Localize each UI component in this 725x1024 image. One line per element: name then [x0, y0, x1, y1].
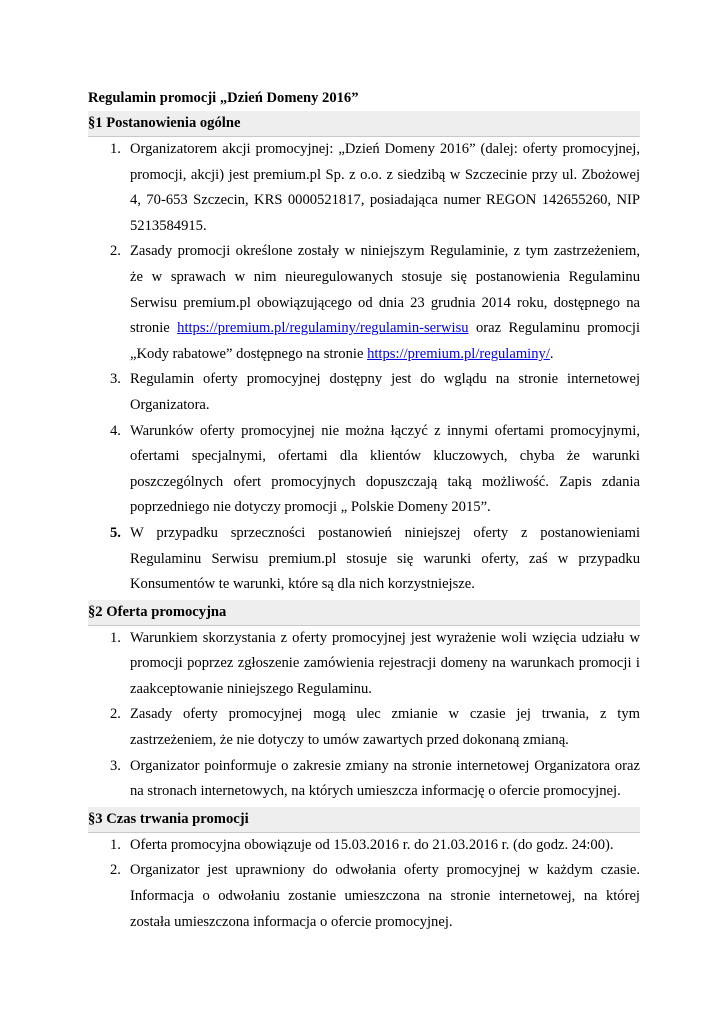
item-number: 1.	[110, 141, 121, 157]
item-text: Organizator poinformuje o zakresie zmiany na stronie internetowej Organizatora oraz na stronach internetowych, na których umieszcza informację o ofercie promocyjnej.	[130, 757, 640, 800]
item-number: 2.	[110, 706, 121, 723]
list-item	[88, 754, 640, 805]
document-title: Regulamin promocji „Dzień Domeny 2016”	[88, 90, 359, 106]
item-text: Zasady promocji określone zostały w niniejszym Regulaminie, z tym zastrzeżeniem, że w sprawach w nim nieuregulowanych stosuje się postanowienia Regulaminu Serwisu premium.pl obowiązującego od dnia 23 grudnia 2014 roku, dostępnego na stronie	[130, 243, 640, 337]
section-heading-3: §3 Czas trwania promocji	[88, 807, 640, 833]
item-text: .	[549, 345, 554, 362]
item-text: Organizator jest uprawniony do odwołania oferty promocyjnej w każdym czasie. Informacja o odwołaniu zostanie umieszczona na stronie internetowej, na której została umieszczona informacja o ofercie promocyjnej.	[130, 862, 640, 930]
item-text: W przypadku sprzeczności postanowień niniejszej oferty z postanowieniami Regulaminu Serwisu premium.pl stosuje się warunki oferty, zaś w przypadku Konsumentów te warunki, które są dla nich korzystniejsze.	[130, 524, 640, 593]
item-number: 5.	[110, 524, 121, 541]
item-text: oraz Regulaminu promocji „Kody rabatowe” dostępnego na stronie	[130, 320, 640, 362]
item-number: 3.	[110, 371, 121, 388]
section-heading-2: §2 Oferta promocyjna	[88, 600, 640, 626]
item-text: Oferta promocyjna obowiązuje od 15.03.2016 r. do 21.03.2016 r. (do godz. 24:00).	[130, 836, 614, 853]
item-text: Organizatorem akcji promocyjnej: „Dzień Domeny 2016” (dalej: oferty promocyjnej, promocji, akcji) jest premium.pl Sp. z o.o. z siedzibą w Szczecinie przy ul. Zbożowej 4, 70-653 Szczecin, KRS 0000521817, posiadająca numer REGON 142655260, NIP 5213584915.	[130, 141, 640, 234]
section-2-list	[88, 626, 640, 805]
list-item	[88, 521, 640, 598]
item-number: 2.	[110, 243, 121, 260]
item-text: Warunkiem skorzystania z oferty promocyjnej jest wyrażenie woli wzięcia udziału w promocji poprzez zgłoszenie zamówienia rejestracji domeny na warunkach promocji i zaakceptowanie niniejszego Regulaminu.	[130, 629, 640, 697]
list-item	[88, 239, 640, 367]
item-text: Zasady oferty promocyjnej mogą ulec zmianie w czasie jej trwania, z tym zastrzeżeniem, że nie dotyczy to umów zawartych przed dokonaną zmianą.	[130, 706, 640, 749]
item-text: Regulamin oferty promocyjnej dostępny jest do wglądu na stronie internetowej Organizatora.	[130, 371, 640, 413]
list-item	[88, 858, 640, 935]
list-item	[88, 702, 640, 753]
item-text: Warunków oferty promocyjnej nie można łączyć z innymi ofertami promocyjnymi, ofertami specjalnymi, ofertami dla klientów kluczowych, chyba że warunki poszczególnych ofert promocyjnych dopuszczają taką możliwość. Zapis zdania poprzedniego nie dotyczy promocji „ Polskie Domeny 2015”.	[130, 422, 640, 516]
regulamin-serwisu-link[interactable]: https://premium.pl/regulaminy/regulamin-serwisu	[177, 320, 469, 337]
list-item	[88, 833, 640, 859]
item-number: 1.	[110, 836, 121, 853]
section-3-list	[88, 833, 640, 935]
item-number: 2.	[110, 862, 121, 879]
list-item	[88, 137, 640, 239]
item-number: 3.	[110, 757, 121, 774]
document-page	[88, 86, 640, 935]
list-item	[88, 367, 640, 418]
section-heading-1: §1 Postanowienia ogólne	[88, 111, 640, 137]
item-number: 1.	[110, 629, 121, 646]
regulaminy-link[interactable]: https://premium.pl/regulaminy/	[367, 345, 550, 362]
list-item	[88, 626, 640, 703]
section-1-list	[88, 137, 640, 598]
list-item	[88, 419, 640, 521]
item-number: 4.	[110, 422, 121, 439]
